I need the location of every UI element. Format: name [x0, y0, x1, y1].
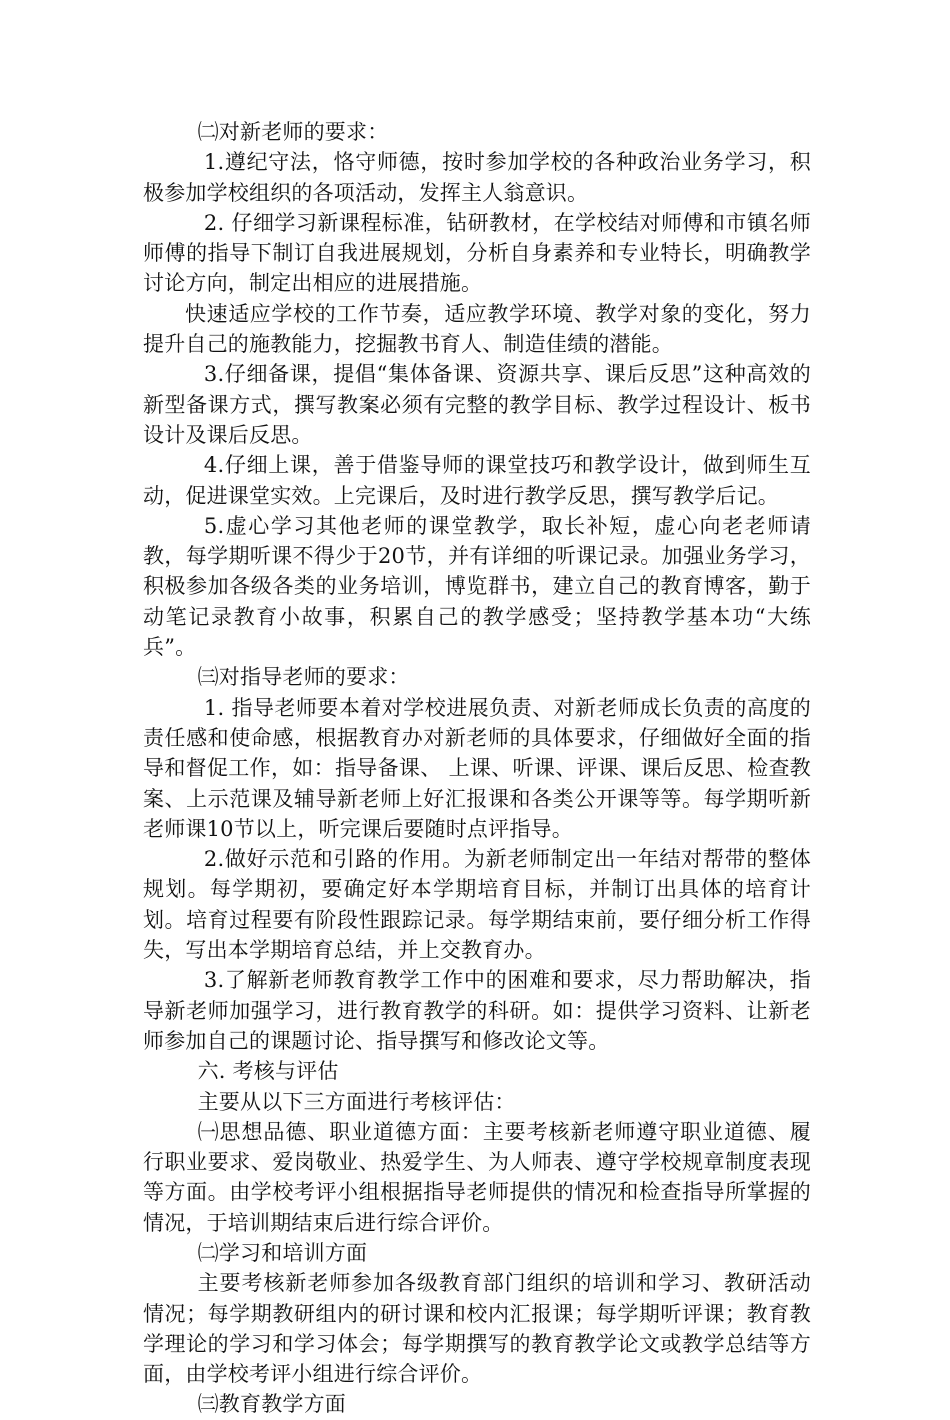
paragraph-new-teacher-item-3: 3.仔细备课，提倡“集体备课、资源共享、课后反思”这种高效的新型备课方式，撰写教案必须有完整的教学目标、教学过程设计、板书设计及课后反思。	[143, 362, 811, 447]
section-heading-new-teacher-requirements: ㈡对新老师的要求：	[197, 120, 389, 144]
paragraph-study-training: 主要考核新老师参加各级教育部门组织的培训和学习、教研活动情况；每学期教研组内的研讨课和校内汇报课；每学期听评课；教育教学理论的学习和学习体会；每学期撰写的教育教学论文或教学总结等方面，由学校考评小组进行综合评价。	[143, 1271, 811, 1387]
paragraph-new-teacher-item-2: 2. 仔细学习新课程标准，钻研教材，在学校结对师傅和市镇名师师傅的指导下制订自我进展规划，分析自身素养和专业特长，明确教学讨论方向，制定出相应的进展措施。	[143, 210, 811, 296]
paragraph-new-teacher-adapt: 快速适应学校的工作节奏，适应教学环境、教学对象的变化，努力提升自己的施教能力，挖掘教书育人、制造佳绩的潜能。	[143, 301, 811, 357]
paragraph-assessment-ethics: ㈠思想品德、职业道德方面：主要考核新老师遵守职业道德、履行职业要求、爱岗敬业、热爱学生、为人师表、遵守学校规章制度表现等方面。由学校考评小组根据指导老师提供的情况和检查指导所掌握的情况，于培训期结束后进行综合评价。	[143, 1119, 811, 1235]
paragraph-mentor-item-2: 2.做好示范和引路的作用。为新老师制定出一年结对帮带的整体规划。每学期初，要确定好本学期培育目标，并制订出具体的培育计划。培育过程要有阶段性跟踪记录。每学期结束前，要仔细分析工作得失，写出本学期培育总结，并上交教育办。	[143, 847, 811, 963]
document-body	[143, 117, 811, 1420]
section-heading-study-training: ㈡学习和培训方面	[197, 1240, 368, 1265]
paragraph-mentor-item-1: 1. 指导老师要本着对学校进展负责、对新老师成长负责的高度的责任感和使命感，根据教育办对新老师的具体要求，仔细做好全面的指导和督促工作，如：指导备课、 上课、听课、评课、课后反思、检查教案、上示范课及辅导新老师上好汇报课和各类公开课等等。每学期听新老师课10节以上，听完课后要随时点评指导。	[143, 695, 811, 841]
section-heading-assessment: 六. 考核与评估	[197, 1059, 339, 1084]
paragraph-new-teacher-item-4: 4.仔细上课，善于借鉴导师的课堂技巧和教学设计，做到师生互动，促进课堂实效。上完课后，及时进行教学反思，撰写教学后记。	[143, 453, 811, 508]
section-heading-mentor-requirements: ㈢对指导老师的要求：	[197, 665, 410, 690]
paragraph-assessment-intro: 主要从以下三方面进行考核评估：	[197, 1089, 516, 1114]
section-heading-teaching: ㈢教育教学方面	[197, 1392, 346, 1417]
paragraph-mentor-item-3: 3.了解新老师教育教学工作中的困难和要求，尽力帮助解决，指导新老师加强学习，进行教育教学的科研。如：提供学习资料、让新老师参加自己的课题讨论、指导撰写和修改论文等。	[143, 968, 811, 1053]
paragraph-new-teacher-item-5: 5.虚心学习其他老师的课堂教学，取长补短，虚心向老老师请教，每学期听课不得少于20节，并有详细的听课记录。加强业务学习，积极参加各级各类的业务培训，博览群书，建立自己的教育博客，勤于动笔记录教育小故事，积累自己的教学感受；坚持教学基本功“大练兵”。	[143, 513, 811, 660]
paragraph-new-teacher-item-1: 1.遵纪守法，恪守师德，按时参加学校的各种政治业务学习，积极参加学校组织的各项活动，发挥主人翁意识。	[143, 150, 811, 205]
